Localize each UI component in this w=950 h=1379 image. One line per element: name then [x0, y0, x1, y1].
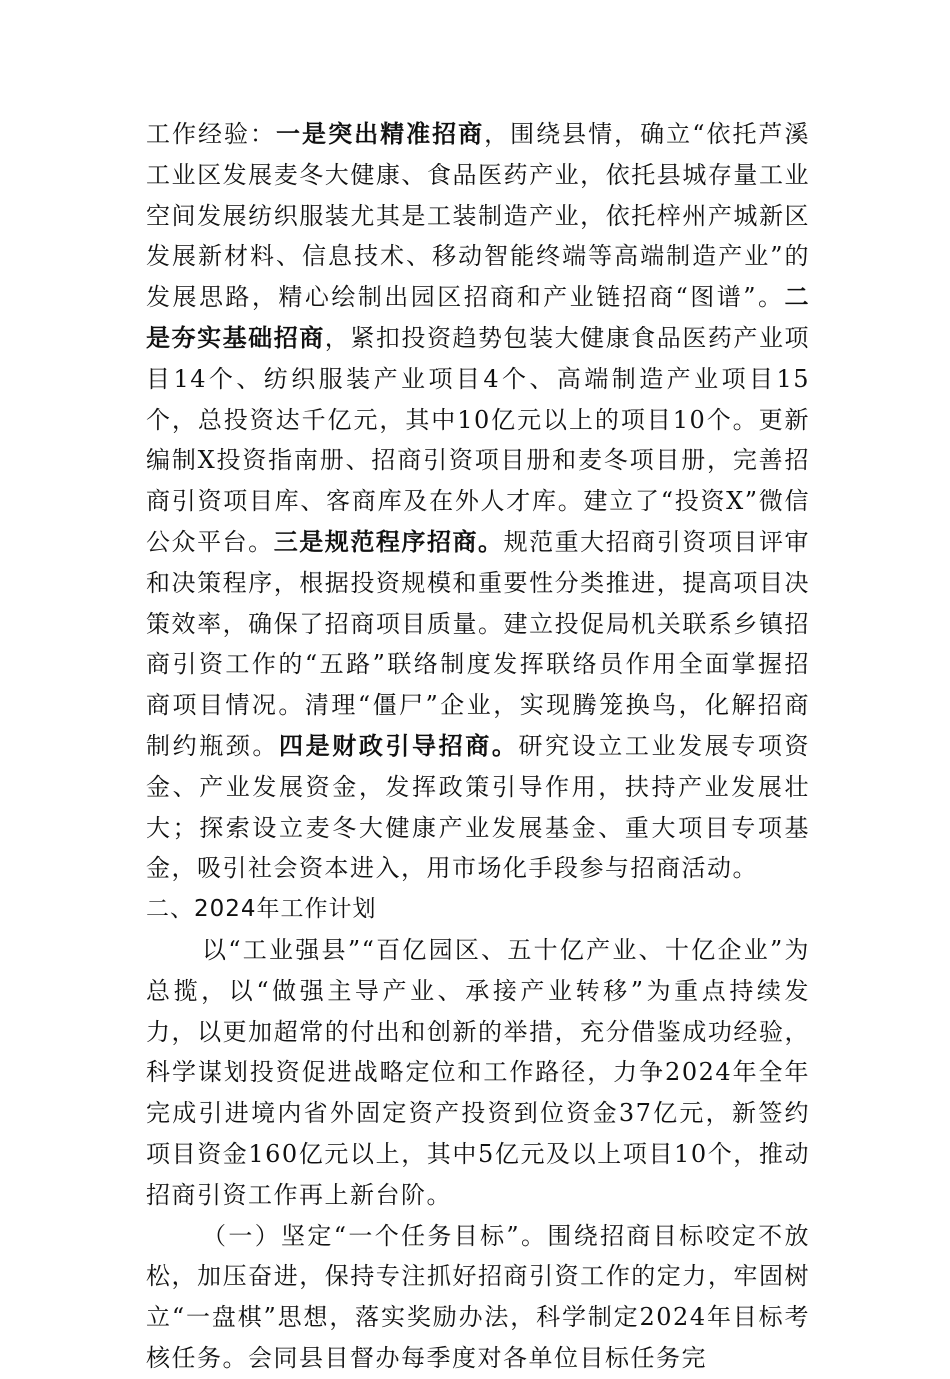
text-segment: 研究设立工业发展专项资金、产业发展资金，发挥政策引导作用，扶持产业发展壮大；探索设立麦冬大健康产业发展基金、重大项目专项基金，吸引社会资本进入，用市场化手段参与招商活动。: [146, 731, 811, 883]
text-segment: ，围绕县情，确立“依托芦溪工业区发展麦冬大健康、食品医药产业，依托县城存量工业空间发展纺织服装尤其是工装制造产业，依托梓州产城新区发展新材料、信息技术、移动智能终端等高端制造产业”的发展思路，精心绘制出园区招商和产业链招商“图谱”。: [146, 120, 810, 312]
text-segment: ，紧扣投资趋势包装大健康食品医药产业项目14个、纺织服装产业项目4个、高端制造产业项目15个，总投资达千亿元，其中10亿元以上的项目10个。更新编制X投资指南册、招商引资项目册和麦冬项目册，完善招商引资项目库、客商库及在外人才库。建立了“投资X”微信公众平台。: [146, 323, 810, 556]
bold-phrase-precise-investment: 一是突出精准招商: [276, 119, 485, 148]
paragraph-work-experience: [146, 114, 810, 889]
text-segment: 工作经验：: [146, 120, 277, 148]
paragraph-task-target: （一）坚定“一个任务目标”。围绕招商目标咬定不放松，加压奋进，保持专注抓好招商引资工作的定力，牢固树立“一盘棋”思想，落实奖励办法，科学制定2024年目标考核任务。会同县目督办每季度对各单位目标任务完: [146, 1221, 810, 1372]
document-page: [146, 114, 810, 1379]
text-segment: 规范重大招商引资项目评审和决策程序，根据投资规模和重要性分类推进，提高项目决策效率，确保了招商项目质量。建立投促局机关联系乡镇招商引资工作的“五路”联络制度发挥联络员作用全面掌握招商项目情况。清理“僵尸”企业，实现腾笼换鸟，化解招商制约瓶颈。: [146, 527, 811, 760]
section-heading-2024-plan: 二、2024年工作计划: [146, 896, 377, 923]
bold-phrase-basic-investment: 二是夯实基础招商: [146, 282, 810, 352]
paragraph-plan-overview: 以“工业强县”“百亿园区、五十亿产业、十亿企业”为总揽，以“做强主导产业、承接产业转移”为重点持续发力，以更加超常的付出和创新的举措，充分借鉴成功经验，科学谋划投资促进战略定位和工作路径，力争2024年全年完成引进境内省外固定资产投资到位资金37亿元，新签约项目资金160亿元以上，其中5亿元及以上项目10个，推动招商引资工作再上新台阶。: [146, 935, 810, 1209]
bold-phrase-fiscal-guidance: 四是财政引导招商。: [279, 730, 519, 760]
bold-phrase-standard-procedure: 三是规范程序招商。: [273, 526, 504, 556]
